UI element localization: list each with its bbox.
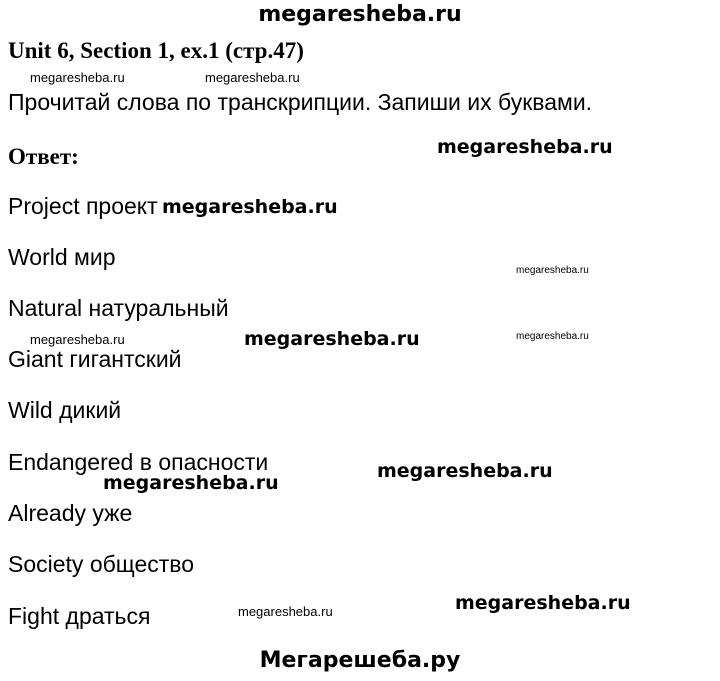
- watermark: megaresheba.ru: [30, 70, 125, 85]
- watermark: megaresheba.ru: [238, 604, 333, 619]
- watermark: megaresheba.ru: [516, 265, 589, 276]
- answer-word: Already уже: [8, 500, 133, 526]
- watermark: megaresheba.ru: [205, 70, 300, 85]
- watermark: megaresheba.ru: [437, 136, 613, 158]
- watermark: megaresheba.ru: [377, 460, 553, 482]
- answer-label: Ответ:: [8, 144, 79, 169]
- watermark: megaresheba.ru: [30, 332, 125, 347]
- instruction-text: Прочитай слова по транскрипции. Запиши их буквами.: [8, 89, 593, 115]
- watermark: megaresheba.ru: [244, 328, 420, 350]
- footer-site-name: Мегарешеба.ру: [259, 648, 461, 673]
- answer-word: Project проект: [8, 193, 158, 219]
- header-site-name: megaresheba.ru: [258, 2, 462, 27]
- watermark: megaresheba.ru: [455, 592, 631, 614]
- answer-word: World мир: [8, 244, 116, 270]
- watermark: megaresheba.ru: [103, 472, 279, 494]
- answer-word: Society общество: [8, 551, 195, 577]
- answer-word: Giant гигантский: [8, 346, 182, 372]
- answer-word: Fight драться: [8, 603, 151, 629]
- exercise-title: Unit 6, Section 1, ex.1 (стр.47): [8, 38, 304, 63]
- answer-word: Natural натуральный: [8, 295, 229, 321]
- answer-word: Endangered в опасности: [8, 449, 269, 475]
- watermark: megaresheba.ru: [162, 196, 338, 218]
- answer-word: Wild дикий: [8, 397, 122, 423]
- watermark: megaresheba.ru: [516, 331, 589, 342]
